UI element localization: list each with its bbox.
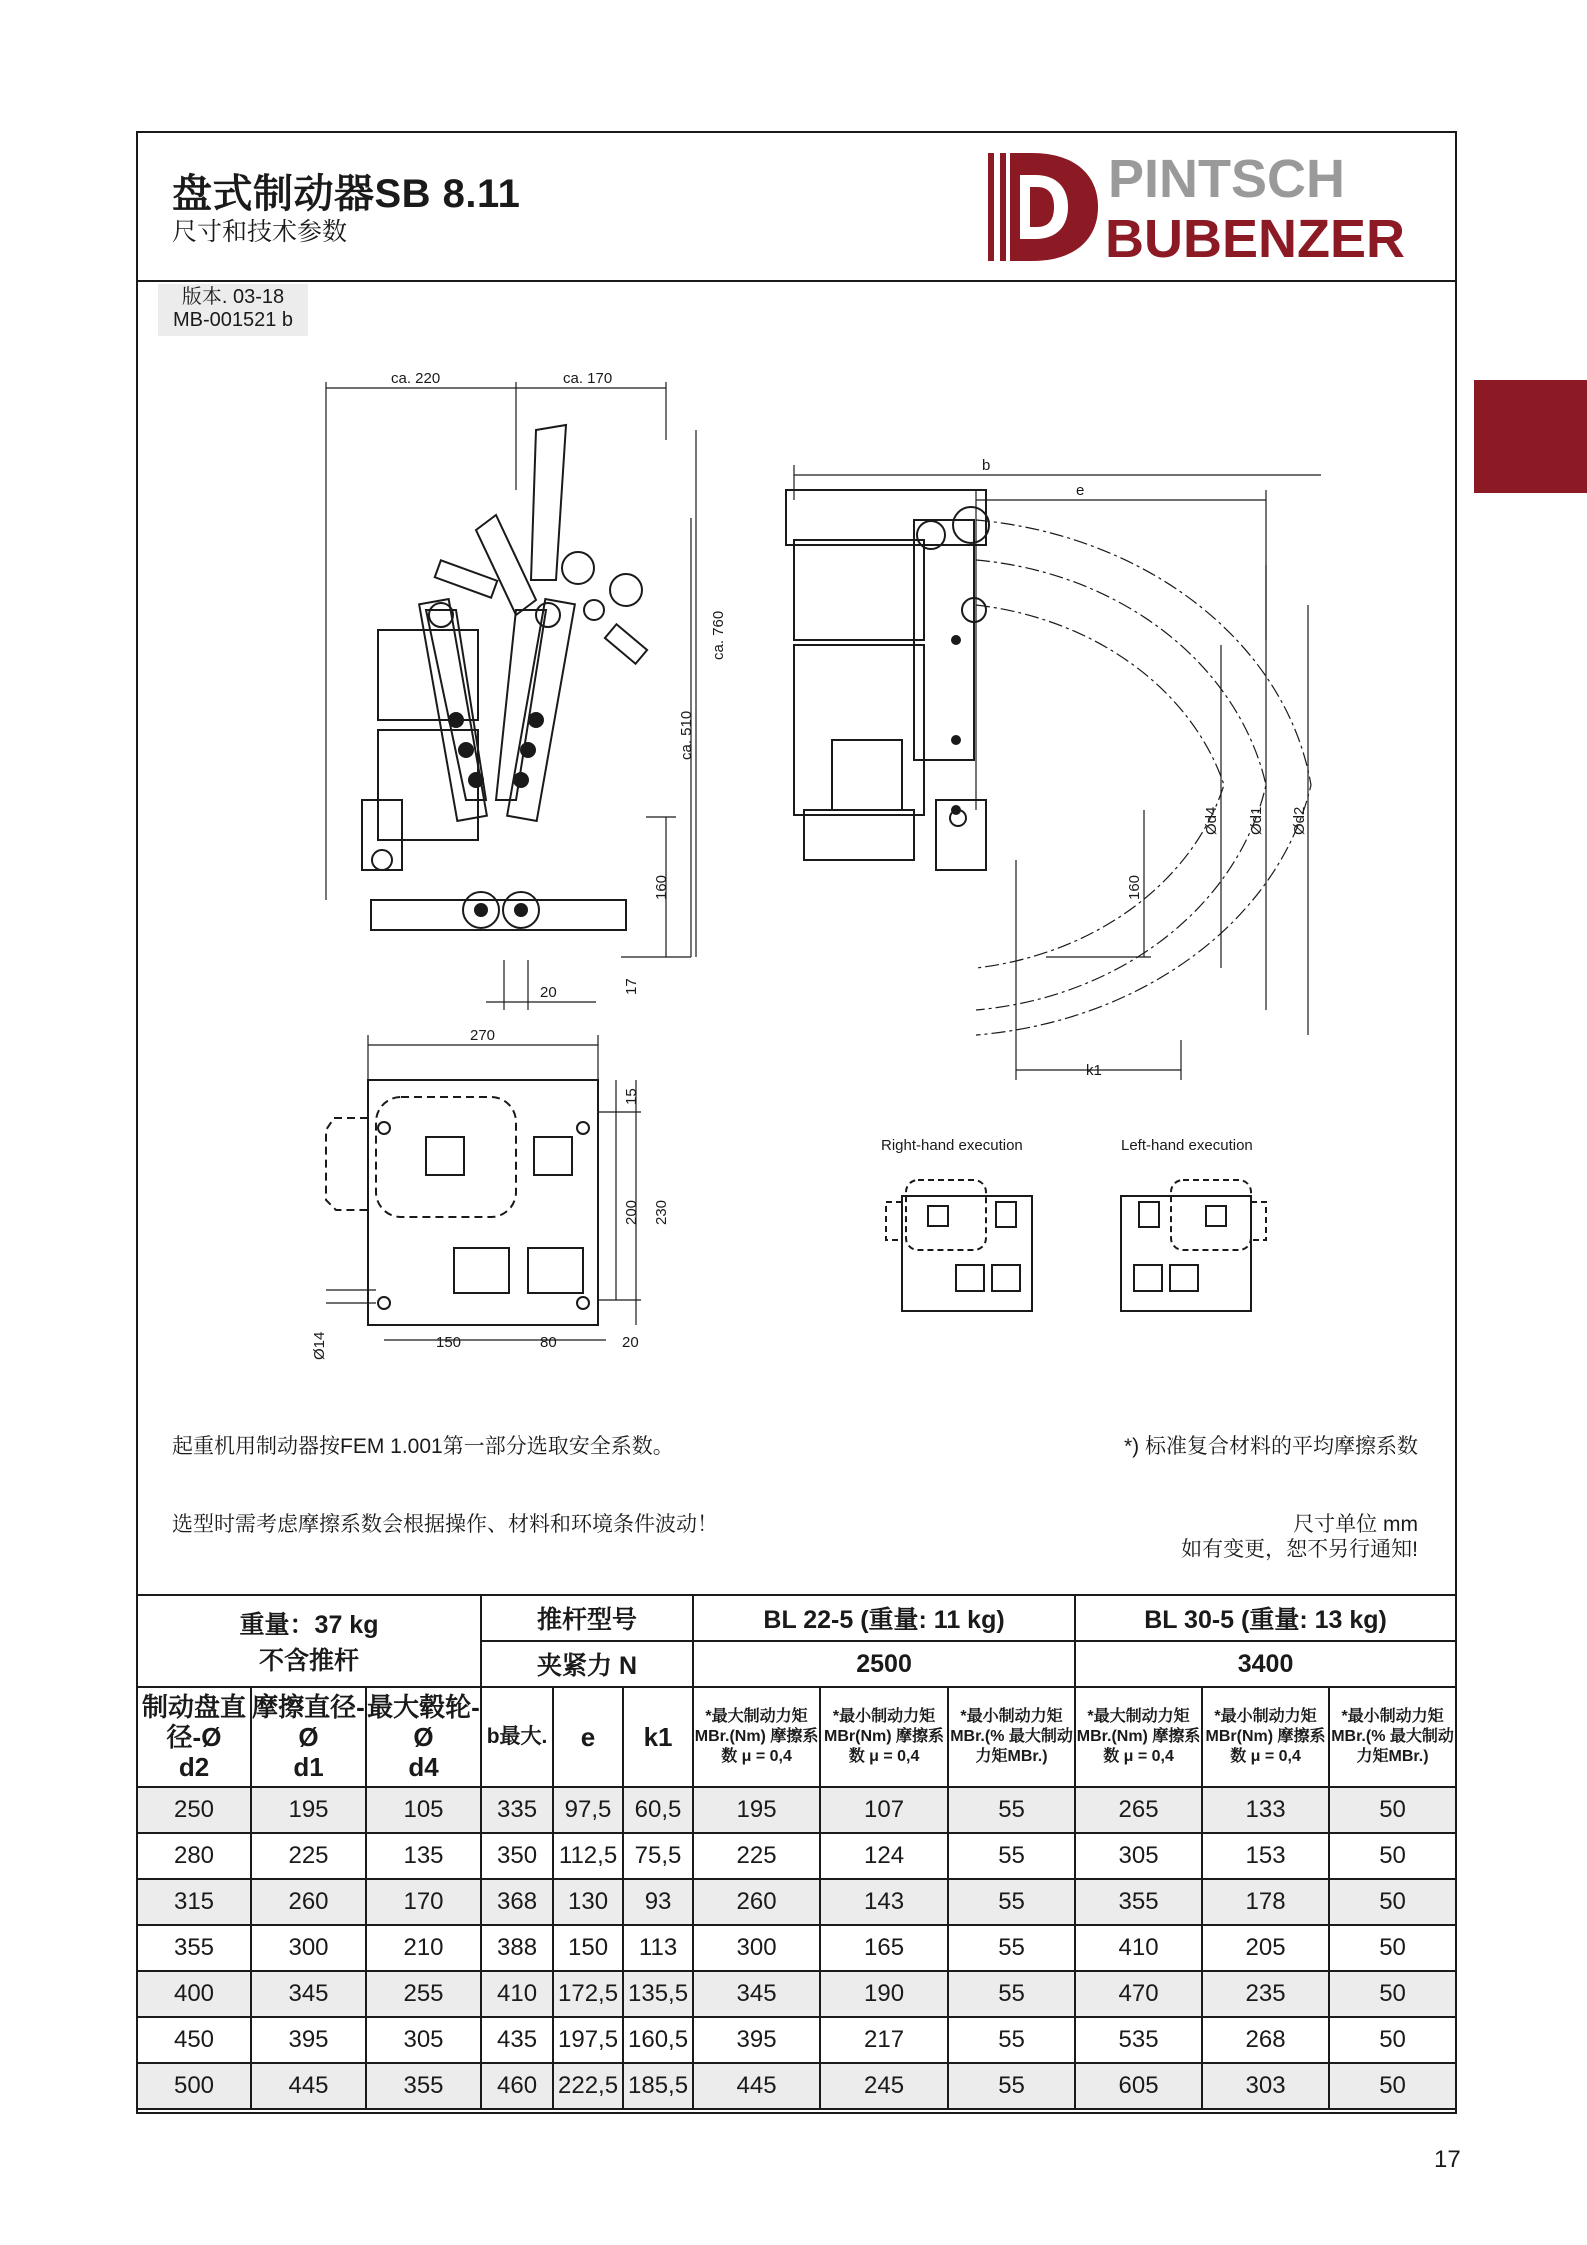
clamp-force-header: 夹紧力 N	[481, 1641, 693, 1687]
table-cell: 130	[553, 1879, 623, 1925]
table-cell: 55	[948, 1971, 1075, 2017]
dim-d2: Ød2	[1291, 806, 1308, 835]
table-cell: 388	[481, 1925, 553, 1971]
table-cell: 55	[948, 1925, 1075, 1971]
page-title: 盘式制动器SB 8.11	[172, 172, 521, 216]
table-cell: 185,5	[623, 2063, 693, 2109]
table-cell: 50	[1329, 1971, 1456, 2017]
table-cell: 400	[137, 1971, 251, 2017]
table-cell: 445	[693, 2063, 820, 2109]
table-cell: 135	[366, 1833, 481, 1879]
table-cell: 268	[1202, 2017, 1329, 2063]
disc-outline	[976, 520, 1311, 1035]
thruster-type-header: 推杆型号	[481, 1595, 693, 1641]
table-row	[137, 1925, 1456, 1971]
table-cell: 460	[481, 2063, 553, 2109]
table-cell: 305	[1075, 1833, 1202, 1879]
table-cell: 50	[1329, 1879, 1456, 1925]
dim-17: 17	[623, 978, 640, 995]
table-cell: 450	[137, 2017, 251, 2063]
dim-20-top: 20	[622, 1334, 639, 1351]
col-header-min-pct-bl30: *最小制动力矩 MBr.(% 最大制动力矩MBr.)	[1329, 1687, 1456, 1787]
table-cell: 55	[948, 1787, 1075, 1833]
table-cell: 153	[1202, 1833, 1329, 1879]
table-row	[137, 1833, 1456, 1879]
left-hand-label: Left-hand execution	[1121, 1137, 1253, 1154]
table-cell: 113	[623, 1925, 693, 1971]
table-row	[137, 2017, 1456, 2063]
technical-drawing	[136, 340, 1457, 1380]
col-header-d1	[251, 1687, 366, 1787]
bl22-header: BL 22-5 (重量: 11 kg)	[693, 1595, 1075, 1641]
dim-d14: Ø14	[311, 1331, 328, 1360]
table-cell: 150	[553, 1925, 623, 1971]
dim-150: 150	[436, 1334, 462, 1351]
col-d4-symbol: d4	[408, 1752, 439, 1782]
col-header-e: e	[553, 1687, 623, 1787]
dim-160-side: 160	[653, 874, 670, 900]
dim-b: b	[982, 457, 991, 474]
dim-d1: Ød1	[1248, 806, 1265, 835]
table-cell: 410	[481, 1971, 553, 2017]
table-cell: 97,5	[553, 1787, 623, 1833]
note-friction: 选型时需考虑摩擦系数会根据操作、材料和环境条件波动！	[172, 1513, 718, 1536]
table-cell: 55	[948, 2063, 1075, 2109]
document-id: MB-001521 b	[172, 309, 294, 331]
pintsch-bubenzer-logo	[980, 145, 1420, 270]
weight-note: 不含推杆	[259, 1647, 360, 1675]
table-cell: 345	[693, 1971, 820, 2017]
table-cell: 395	[251, 2017, 366, 2063]
table-cell: 222,5	[553, 2063, 623, 2109]
table-cell: 195	[251, 1787, 366, 1833]
table-cell: 225	[251, 1833, 366, 1879]
table-cell: 160,5	[623, 2017, 693, 2063]
spec-table	[136, 1594, 1457, 2110]
bl30-force: 3400	[1075, 1641, 1456, 1687]
table-cell: 235	[1202, 1971, 1329, 2017]
table-row	[137, 1879, 1456, 1925]
table-cell: 245	[820, 2063, 948, 2109]
dim-ca170: ca. 170	[563, 370, 613, 387]
table-cell: 60,5	[623, 1787, 693, 1833]
table-cell: 205	[1202, 1925, 1329, 1971]
table-cell: 178	[1202, 1879, 1329, 1925]
table-cell: 172,5	[553, 1971, 623, 2017]
table-cell: 280	[137, 1833, 251, 1879]
col-d4-label: 最大毂轮-Ø	[367, 1692, 480, 1752]
col-d1-label: 摩擦直径-Ø	[252, 1692, 365, 1752]
spec-table-body	[137, 1787, 1456, 2109]
table-cell: 195	[693, 1787, 820, 1833]
dim-160-front: 160	[1126, 874, 1143, 900]
table-cell: 265	[1075, 1787, 1202, 1833]
table-cell: 112,5	[553, 1833, 623, 1879]
dim-ca510: ca. 510	[678, 710, 695, 760]
col-header-d2	[137, 1687, 251, 1787]
table-cell: 55	[948, 1879, 1075, 1925]
dim-e: e	[1076, 482, 1085, 499]
table-cell: 395	[693, 2017, 820, 2063]
dim-80: 80	[540, 1334, 557, 1351]
table-cell: 225	[693, 1833, 820, 1879]
dim-d4: Ød4	[1203, 806, 1220, 835]
table-cell: 55	[948, 1833, 1075, 1879]
table-cell: 170	[366, 1879, 481, 1925]
top-view	[326, 1080, 598, 1325]
bl22-force: 2500	[693, 1641, 1075, 1687]
table-cell: 260	[251, 1879, 366, 1925]
col-d2-label: 制动盘直径-Ø	[141, 1692, 246, 1752]
logo-emblem	[988, 153, 1098, 261]
table-cell: 50	[1329, 1833, 1456, 1879]
table-cell: 355	[1075, 1879, 1202, 1925]
col-header-max-torque-bl22: *最大制动力矩 MBr.(Nm) 摩擦系数 μ = 0,4	[693, 1687, 820, 1787]
table-cell: 500	[137, 2063, 251, 2109]
table-row	[137, 1971, 1456, 2017]
page-subtitle: 尺寸和技术参数	[172, 218, 348, 246]
table-cell: 50	[1329, 1925, 1456, 1971]
front-view	[786, 490, 989, 870]
table-cell: 315	[137, 1879, 251, 1925]
table-cell: 305	[366, 2017, 481, 2063]
dim-ca220: ca. 220	[391, 370, 441, 387]
table-cell: 355	[366, 2063, 481, 2109]
left-hand-execution-view	[1121, 1180, 1266, 1311]
table-cell: 124	[820, 1833, 948, 1879]
table-cell: 143	[820, 1879, 948, 1925]
table-cell: 335	[481, 1787, 553, 1833]
table-cell: 300	[251, 1925, 366, 1971]
col-header-b: b最大.	[481, 1687, 553, 1787]
col-header-k1: k1	[623, 1687, 693, 1787]
table-cell: 105	[366, 1787, 481, 1833]
dim-20-side: 20	[540, 984, 557, 1001]
col-header-max-torque-bl30: *最大制动力矩 MBr.(Nm) 摩擦系数 μ = 0,4	[1075, 1687, 1202, 1787]
side-view	[362, 425, 647, 930]
dim-200: 200	[623, 1199, 640, 1225]
weight-text: 重量：37 kg	[239, 1611, 379, 1639]
table-cell: 210	[366, 1925, 481, 1971]
table-cell: 250	[137, 1787, 251, 1833]
table-cell: 50	[1329, 2017, 1456, 2063]
bl30-header: BL 30-5 (重量: 13 kg)	[1075, 1595, 1456, 1641]
page-number: 17	[1434, 2146, 1461, 2173]
table-cell: 93	[623, 1879, 693, 1925]
col-header-min-pct-bl22: *最小制动力矩 MBr.(% 最大制动力矩MBr.)	[948, 1687, 1075, 1787]
table-cell: 368	[481, 1879, 553, 1925]
dim-ca760: ca. 760	[710, 610, 727, 660]
table-cell: 470	[1075, 1971, 1202, 2017]
version-number: 版本. 03-18	[181, 286, 285, 308]
table-cell: 190	[820, 1971, 948, 2017]
table-cell: 50	[1329, 1787, 1456, 1833]
dim-15: 15	[623, 1088, 640, 1105]
table-cell: 260	[693, 1879, 820, 1925]
table-cell: 345	[251, 1971, 366, 2017]
header-divider	[136, 280, 1457, 282]
table-cell: 355	[137, 1925, 251, 1971]
dim-270: 270	[470, 1027, 496, 1044]
right-hand-execution-view	[886, 1180, 1032, 1311]
dim-230: 230	[653, 1199, 670, 1225]
table-row	[137, 1787, 1456, 1833]
right-hand-label: Right-hand execution	[881, 1137, 1023, 1154]
table-cell: 350	[481, 1833, 553, 1879]
note-change: 如有变更，恕不另行通知!	[1181, 1538, 1418, 1561]
note-unit: 尺寸单位 mm	[1293, 1513, 1418, 1536]
table-cell: 255	[366, 1971, 481, 2017]
table-cell: 410	[1075, 1925, 1202, 1971]
table-cell: 197,5	[553, 2017, 623, 2063]
table-cell: 135,5	[623, 1971, 693, 2017]
table-cell: 535	[1075, 2017, 1202, 2063]
table-cell: 165	[820, 1925, 948, 1971]
table-cell: 217	[820, 2017, 948, 2063]
col-header-min-torque-bl30: *最小制动力矩 MBr(Nm) 摩擦系数 μ = 0,4	[1202, 1687, 1329, 1787]
table-cell: 75,5	[623, 1833, 693, 1879]
table-cell: 605	[1075, 2063, 1202, 2109]
table-cell: 445	[251, 2063, 366, 2109]
chapter-tab	[1474, 380, 1587, 493]
table-cell: 50	[1329, 2063, 1456, 2109]
col-header-min-torque-bl22: *最小制动力矩 MBr(Nm) 摩擦系数 μ = 0,4	[820, 1687, 948, 1787]
col-d2-symbol: d2	[178, 1752, 210, 1782]
col-header-d4	[366, 1687, 481, 1787]
logo-text-pintsch: PINTSCH	[1108, 149, 1346, 209]
col-d1-symbol: d1	[293, 1752, 324, 1782]
dim-k1: k1	[1086, 1062, 1102, 1079]
table-row	[137, 2063, 1456, 2109]
table-cell: 133	[1202, 1787, 1329, 1833]
weight-cell	[137, 1595, 481, 1687]
table-cell: 55	[948, 2017, 1075, 2063]
version-box	[158, 284, 308, 336]
table-cell: 107	[820, 1787, 948, 1833]
table-cell: 300	[693, 1925, 820, 1971]
table-cell: 303	[1202, 2063, 1329, 2109]
logo-text-bubenzer: BUBENZER	[1105, 209, 1406, 269]
table-cell: 435	[481, 2017, 553, 2063]
note-fem: 起重机用制动器按FEM 1.001第一部分选取安全系数。	[172, 1435, 674, 1458]
note-composite: *) 标准复合材料的平均摩擦系数	[1124, 1435, 1418, 1458]
